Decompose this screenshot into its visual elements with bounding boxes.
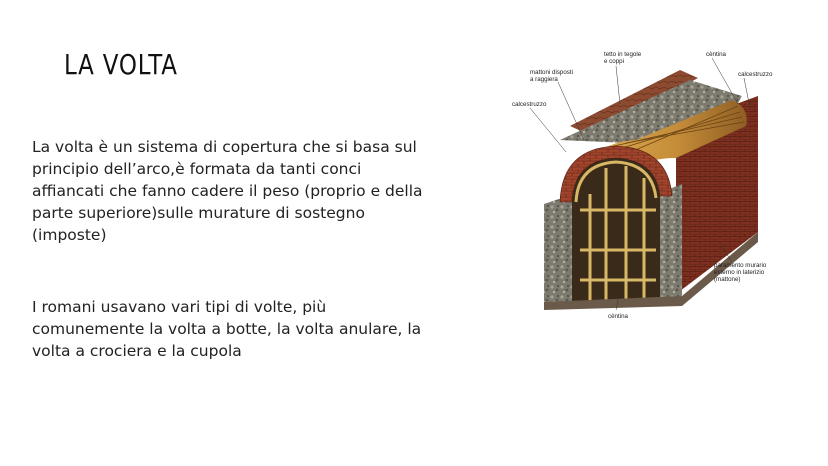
label-mattoni-line2: a raggiera [530,76,558,83]
front-wall-left [544,194,574,302]
label-paramento-line1: paramento murario [714,262,767,269]
barrel-vault-illustration [500,44,782,330]
label-paramento-line3: (mattone) [714,276,741,283]
label-centina-top: cèntina [706,51,726,58]
paragraph-definition: La volta è un sistema di copertura che si basa sul principio dell’arco,è formata da tanti conci affiancati che fanno cadere il peso (proprio e della parte superiore)sulle murature di sostegno (imposte) [32,138,423,244]
label-tetto-line1: tetto in tegole [604,51,642,58]
label-calcestruzzo-right: calcestruzzo [738,71,773,78]
paragraph-roman-vaults: I romani usavano vari tipi di volte, più comunemente la volta a botte, la volta anulare, la volta a crociera e la cupola [32,298,422,360]
label-tetto-line2: e coppi [604,58,624,65]
label-paramento-line2: esterno in laterizio [714,269,765,276]
slide-title: LA VOLTA [64,48,178,81]
label-calcestruzzo-left: calcestruzzo [512,101,547,108]
barrel-vault-diagram [500,44,782,330]
label-mattoni-line1: mattoni disposti [530,69,573,76]
label-centina-bottom: cèntina [608,313,628,320]
